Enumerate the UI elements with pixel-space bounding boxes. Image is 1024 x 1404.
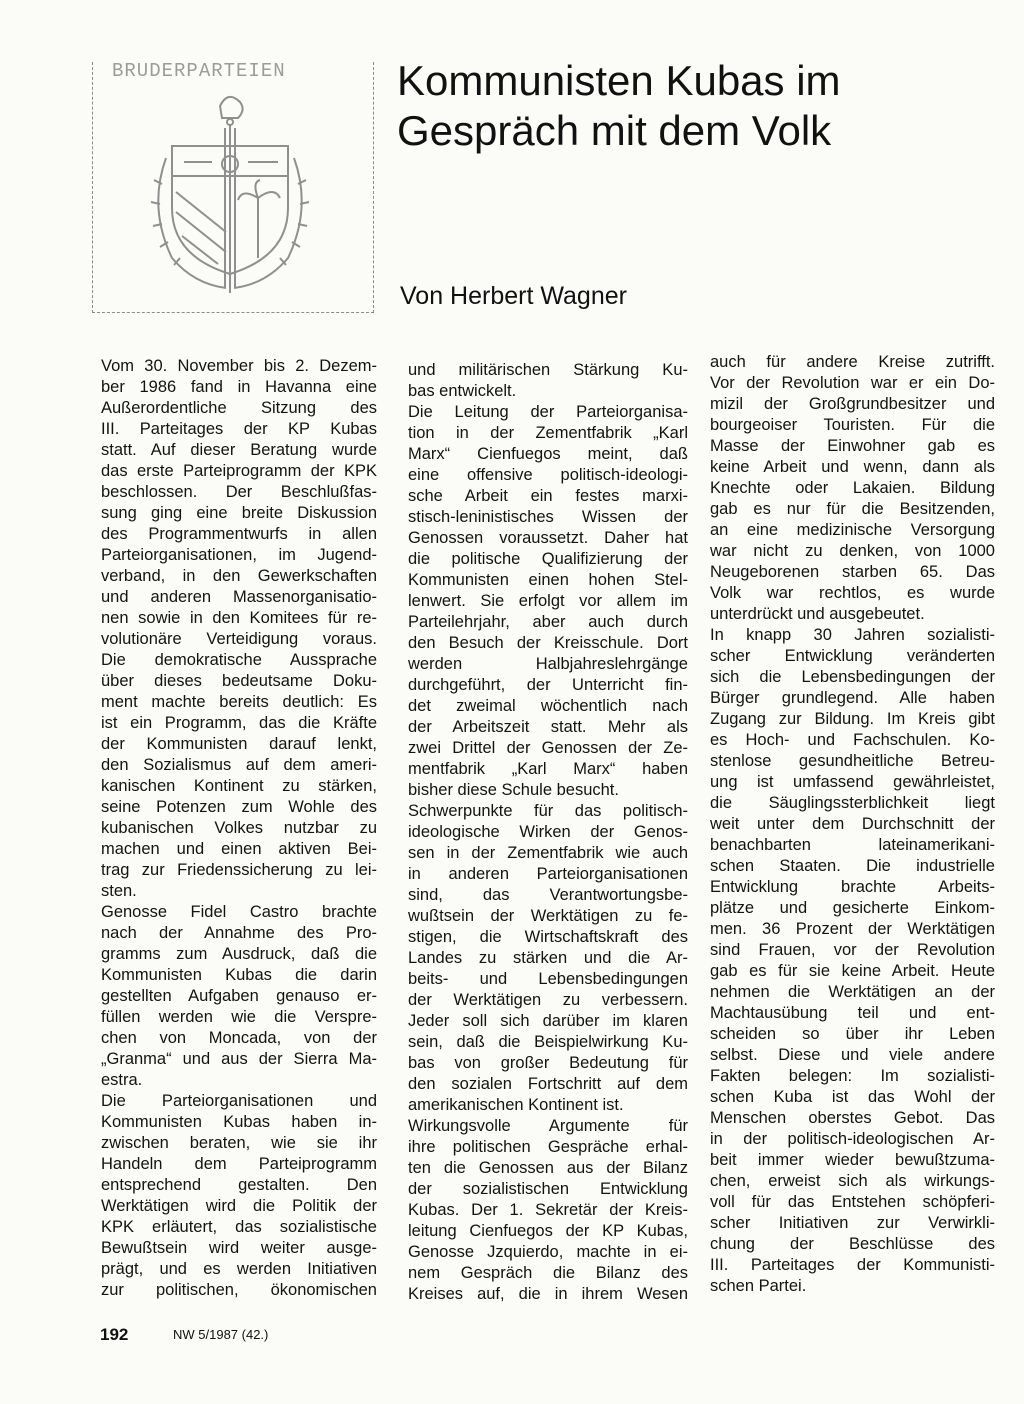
text-line: Genosse Jzquierdo, machte in ei- xyxy=(408,1243,688,1261)
text-line: zur politischen, ökonomischen xyxy=(101,1281,377,1299)
text-line: Vom 30. November bis 2. Dezem- xyxy=(101,357,377,375)
text-column-2 xyxy=(408,360,688,1305)
text-line: beschlossen. Der Beschlußfas- xyxy=(101,483,377,501)
text-line: lenwert. Sie erfolgt vor allem im xyxy=(408,592,688,610)
text-line: nehmen die Werktätigen an der xyxy=(710,983,995,1001)
text-line: ment machte bereits deutlich: Es xyxy=(101,693,377,711)
text-line: gestellten Aufgaben genauso er- xyxy=(101,987,377,1005)
text-line: mentfabrik „Karl Marx“ haben xyxy=(408,760,688,778)
text-line: Wirkungsvolle Argumente für xyxy=(408,1117,688,1135)
text-line: sche Arbeit ein festes marxi- xyxy=(408,487,688,505)
text-line: eine offensive politisch-ideologi- xyxy=(408,466,688,484)
text-line: statt. Auf dieser Beratung wurde xyxy=(101,441,377,459)
cuban-coat-of-arms-icon xyxy=(142,88,320,303)
text-line: Bürger grundlegend. Alle haben xyxy=(710,689,995,707)
text-line: Menschen oberstes Gebot. Das xyxy=(710,1109,995,1127)
text-line: plätze und gesicherte Einkom- xyxy=(710,899,995,917)
text-line: Fakten belegen: Im sozialisti- xyxy=(710,1067,995,1085)
text-line: voll für das Entstehen schöpferi- xyxy=(710,1193,995,1211)
text-line: gramms zum Ausdruck, daß die xyxy=(101,945,377,963)
text-line: kanischen Kontinent zu stärken, xyxy=(101,777,377,795)
text-line: Landes zu stärken und die Ar- xyxy=(408,949,688,967)
text-line: bas entwickelt. xyxy=(408,382,517,400)
text-line: und anderen Massenorganisatio- xyxy=(101,588,377,606)
text-line: Volk war rechtlos, es wurde xyxy=(710,584,995,602)
text-line: durchgeführt, der Unterricht fin- xyxy=(408,676,688,694)
text-line: Handeln dem Parteiprogramm xyxy=(101,1155,377,1173)
text-line: ihre politischen Gespräche erhal- xyxy=(408,1138,688,1156)
text-line: war nicht zu denken, von 1000 xyxy=(710,542,995,560)
text-line: Neugeborenen starben 65. Das xyxy=(710,563,995,581)
text-line: det zweimal wöchentlich nach xyxy=(408,697,688,715)
text-line: keine Arbeit und wenn, dann als xyxy=(710,458,995,476)
text-line: Werktätigen wird die Politik der xyxy=(101,1197,377,1215)
text-line: selbst. Diese und viele andere xyxy=(710,1046,995,1064)
text-line: estra. xyxy=(101,1071,143,1089)
text-line: Kubas. Der 1. Sekretär der Kreis- xyxy=(408,1201,688,1219)
text-line: an eine medizinische Versorgung xyxy=(710,521,995,539)
text-line: schen Staaten. Die industrielle xyxy=(710,857,995,875)
text-column-3 xyxy=(710,352,995,1297)
text-line: chen, erweist sich als wirkungs- xyxy=(710,1172,995,1190)
text-line: Masse der Einwohner gab es xyxy=(710,437,995,455)
text-line: Kreises auf, die in ihrem Wesen xyxy=(408,1285,688,1303)
text-line: die Säuglingssterblichkeit liegt xyxy=(710,794,995,812)
text-line: der Werktätigen zu verbessern. xyxy=(408,991,688,1009)
text-line: entsprechend gestalten. Den xyxy=(101,1176,377,1194)
headline-line-1: Kommunisten Kubas im xyxy=(397,57,841,104)
text-line: volutionäre Verteidigung voraus. xyxy=(101,630,377,648)
text-line: der Arbeitszeit statt. Mehr als xyxy=(408,718,688,736)
text-line: Genosse Fidel Castro brachte xyxy=(101,903,377,921)
text-line: weit unter dem Durchschnitt der xyxy=(710,815,995,833)
text-line: Jeder soll sich darüber im klaren xyxy=(408,1012,688,1030)
text-line: leitung Cienfuegos der KP Kubas, xyxy=(408,1222,688,1240)
text-line: seine Potenzen zum Wohle des xyxy=(101,798,377,816)
text-line: in anderen Parteiorganisationen xyxy=(408,865,688,883)
text-line: tion in der Zementfabrik „Karl xyxy=(408,424,688,442)
text-line: ber 1986 fand in Havanna eine xyxy=(101,378,377,396)
text-line: der Kommunisten darauf lenkt, xyxy=(101,735,377,753)
text-line: Marx“ Cienfuegos meint, daß xyxy=(408,445,688,463)
text-line: sich die Lebensbedingungen der xyxy=(710,668,995,686)
text-line: Die Leitung der Parteiorganisa- xyxy=(408,403,688,421)
text-line: III. Parteitages der KP Kubas xyxy=(101,420,377,438)
text-line: stigen, die Wirtschaftskraft des xyxy=(408,928,688,946)
text-line: gab es nur für die Besitzenden, xyxy=(710,500,995,518)
text-line: scher Initiativen zur Verwirkli- xyxy=(710,1214,995,1232)
text-line: ist ein Programm, das die Kräfte xyxy=(101,714,377,732)
text-line: Bewußtsein wird weiter ausge- xyxy=(101,1239,377,1257)
text-line: machen und einen aktiven Bei- xyxy=(101,840,377,858)
text-line: Knechte oder Lakaien. Bildung xyxy=(710,479,995,497)
text-line: Kommunisten Kubas haben in- xyxy=(101,1113,377,1131)
text-line: bisher diese Schule besucht. xyxy=(408,781,619,799)
text-line: das erste Parteiprogramm der KPK xyxy=(101,462,377,480)
text-line: nach der Annahme des Pro- xyxy=(101,924,377,942)
text-line: es Hoch- und Fachschulen. Ko- xyxy=(710,731,995,749)
text-line: mizil der Großgrundbesitzer und xyxy=(710,395,995,413)
text-line: gab es für sie keine Arbeit. Heute xyxy=(710,962,995,980)
text-line: sung ging eine breite Diskussion xyxy=(101,504,377,522)
text-line: über dieses bedeutsame Doku- xyxy=(101,672,377,690)
text-line: sten. xyxy=(101,882,137,900)
text-line: Kommunisten einen hohen Stel- xyxy=(408,571,688,589)
text-line: wußtsein der Werktätigen zu fe- xyxy=(408,907,688,925)
text-line: benachbarten lateinamerikani- xyxy=(710,836,995,854)
text-line: nen sowie in den Komitees für re- xyxy=(101,609,377,627)
text-line: Kommunisten Kubas die darin xyxy=(101,966,377,984)
text-line: Machtausübung teil und ent- xyxy=(710,1004,995,1022)
text-line: sen in der Zementfabrik wie auch xyxy=(408,844,688,862)
text-line: ung ist umfassend gewährleistet, xyxy=(710,773,995,791)
text-line: den Sozialismus auf dem ameri- xyxy=(101,756,377,774)
text-line: werden Halbjahreslehrgänge xyxy=(408,655,688,673)
text-line: trag zur Friedenssicherung zu lei- xyxy=(101,861,377,879)
text-line: prägt, und es werden Initiativen xyxy=(101,1260,377,1278)
text-line: Entwicklung brachte Arbeits- xyxy=(710,878,995,896)
text-line: scheiden so über ihr Leben xyxy=(710,1025,995,1043)
text-line: kubanischen Volkes nutzbar zu xyxy=(101,819,377,837)
text-line: zwei Drittel der Genossen der Ze- xyxy=(408,739,688,757)
text-line: sind, das Verantwortungsbe- xyxy=(408,886,688,904)
text-line: ideologische Wirken der Genos- xyxy=(408,823,688,841)
text-line: bourgeoiser Touristen. Für die xyxy=(710,416,995,434)
text-line: Vor der Revolution war er ein Do- xyxy=(710,374,995,392)
text-line: den sozialen Fortschritt auf dem xyxy=(408,1075,688,1093)
text-line: sein, daß die Beispielwirkung Ku- xyxy=(408,1033,688,1051)
text-line: unterdrückt und ausgebeutet. xyxy=(710,605,925,623)
text-line: des Programmentwurfs in allen xyxy=(101,525,377,543)
text-line: und militärischen Stärkung Ku- xyxy=(408,361,688,379)
headline xyxy=(397,56,957,156)
text-line: Zugang zur Bildung. Im Kreis gibt xyxy=(710,710,995,728)
text-line: ten die Genossen aus der Bilanz xyxy=(408,1159,688,1177)
text-line: KPK erläutert, das sozialistische xyxy=(101,1218,377,1236)
text-line: amerikanischen Kontinent ist. xyxy=(408,1096,624,1114)
text-line: den Besuch der Kreisschule. Dort xyxy=(408,634,688,652)
text-line: zwischen beraten, wie sie ihr xyxy=(101,1134,377,1152)
text-line: Die demokratische Aussprache xyxy=(101,651,377,669)
text-line: in der politisch-ideologischen Ar- xyxy=(710,1130,995,1148)
text-line: „Granma“ und aus der Sierra Ma- xyxy=(101,1050,377,1068)
byline: Von Herbert Wagner xyxy=(400,282,627,310)
text-line: In knapp 30 Jahren sozialisti- xyxy=(710,626,995,644)
text-line: Außerordentliche Sitzung des xyxy=(101,399,377,417)
text-line: men. 36 Prozent der Werktätigen xyxy=(710,920,995,938)
issue-reference: NW 5/1987 (42.) xyxy=(173,1327,269,1342)
text-line: beit immer wieder bewußtzuma- xyxy=(710,1151,995,1169)
text-line: die politische Qualifizierung der xyxy=(408,550,688,568)
text-line: Schwerpunkte für das politisch- xyxy=(408,802,688,820)
text-line: verband, in den Gewerkschaften xyxy=(101,567,377,585)
text-column-1 xyxy=(101,356,377,1301)
text-line: schen Partei. xyxy=(710,1277,807,1295)
text-line: scher Entwicklung veränderten xyxy=(710,647,995,665)
headline-line-2: Gespräch mit dem Volk xyxy=(397,107,832,154)
text-line: schen Kuba ist das Wohl der xyxy=(710,1088,995,1106)
text-line: III. Parteitages der Kommunisti- xyxy=(710,1256,995,1274)
text-line: Genossen voraussetzt. Daher hat xyxy=(408,529,688,547)
text-line: stenlose gesundheitliche Betreu- xyxy=(710,752,995,770)
text-line: chung der Beschlüsse des xyxy=(710,1235,995,1253)
text-line: auch für andere Kreise zutrifft. xyxy=(710,353,995,371)
section-label: BRUDERPARTEIEN xyxy=(108,60,290,82)
text-line: Parteiorganisationen, im Jugend- xyxy=(101,546,377,564)
text-line: nem Gespräch die Bilanz des xyxy=(408,1264,688,1282)
text-line: füllen werden wie die Verspre- xyxy=(101,1008,377,1026)
text-line: chen von Moncada, von der xyxy=(101,1029,377,1047)
page-number: 192 xyxy=(100,1325,129,1344)
text-line: bas von großer Bedeutung für xyxy=(408,1054,688,1072)
text-line: Parteilehrjahr, aber auch durch xyxy=(408,613,688,631)
text-line: sind Frauen, vor der Revolution xyxy=(710,941,995,959)
text-line: beits- und Lebensbedingungen xyxy=(408,970,688,988)
text-line: Die Parteiorganisationen und xyxy=(101,1092,377,1110)
text-line: der sozialistischen Entwicklung xyxy=(408,1180,688,1198)
text-line: stisch-leninistisches Wissen der xyxy=(408,508,688,526)
